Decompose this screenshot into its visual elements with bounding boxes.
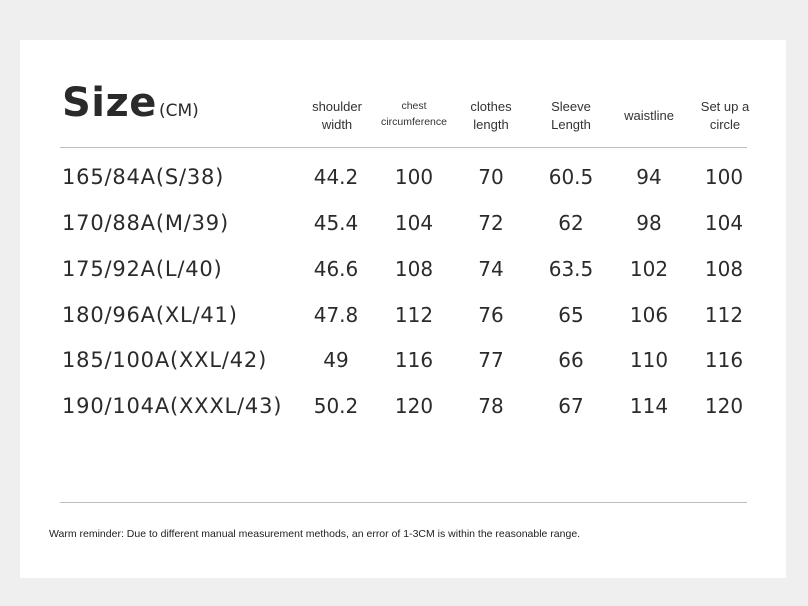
cell-chest: 116: [394, 348, 434, 372]
header-line: Set up a: [700, 99, 750, 114]
table-row: [20, 162, 786, 192]
table-row: [20, 300, 786, 330]
cell-circle: 116: [704, 348, 744, 372]
warm-reminder-note: Warm reminder: Due to different manual measurement methods, an error of 1-3CM is within the reasonable range.: [49, 528, 581, 540]
table-row: [20, 345, 786, 375]
header-line: width: [321, 117, 353, 132]
size-label: 190/104A(XXXL/43): [62, 394, 283, 418]
header-line: Length: [551, 117, 591, 132]
cell-shoulder-width: 44.2: [313, 165, 359, 189]
header-line: circle: [709, 117, 741, 132]
cell-clothes-length: 77: [478, 348, 504, 372]
cell-clothes-length: 76: [478, 303, 504, 327]
cell-circle: 112: [704, 303, 744, 327]
header-line: chest: [401, 100, 427, 112]
cell-shoulder-width: 45.4: [313, 211, 359, 235]
cell-sleeve-length: 66: [558, 348, 584, 372]
cell-sleeve-length: 67: [558, 394, 584, 418]
cell-circle: 120: [704, 394, 744, 418]
cell-shoulder-width: 50.2: [313, 394, 359, 418]
cell-chest: 112: [394, 303, 434, 327]
header-chest-circumference: [381, 98, 447, 130]
table-row: [20, 391, 786, 421]
cell-circle: 100: [704, 165, 744, 189]
cell-circle: 104: [704, 211, 744, 235]
cell-shoulder-width: 49: [323, 348, 349, 372]
cell-circle: 108: [704, 257, 744, 281]
size-label: 185/100A(XXL/42): [62, 348, 268, 372]
cell-sleeve-length: 65: [558, 303, 584, 327]
title-main: Size: [62, 80, 157, 126]
header-sleeve-length: [551, 98, 591, 134]
size-label: 175/92A(L/40): [62, 257, 223, 281]
cell-waistline: 106: [629, 303, 669, 327]
size-label: 170/88A(M/39): [62, 211, 229, 235]
header-line: shoulder: [312, 99, 362, 114]
size-chart-card: [20, 40, 786, 578]
size-label: 165/84A(S/38): [62, 165, 225, 189]
cell-waistline: 114: [629, 394, 669, 418]
table-row: [20, 208, 786, 238]
header-line: Sleeve: [551, 99, 591, 114]
cell-waistline: 98: [636, 211, 662, 235]
footer-divider: [60, 502, 747, 503]
cell-chest: 104: [394, 211, 434, 235]
header-divider: [60, 147, 747, 148]
cell-clothes-length: 72: [478, 211, 504, 235]
cell-sleeve-length: 60.5: [548, 165, 594, 189]
table-row: [20, 254, 786, 284]
header-clothes-length: [470, 98, 511, 134]
size-chart-title: [62, 80, 199, 126]
header-set-up-a-circle: [701, 98, 749, 134]
cell-waistline: 110: [629, 348, 669, 372]
cell-shoulder-width: 46.6: [313, 257, 359, 281]
cell-clothes-length: 70: [478, 165, 504, 189]
header-line: clothes: [470, 99, 512, 114]
header-line: waistline: [624, 108, 674, 123]
cell-waistline: 102: [629, 257, 669, 281]
cell-sleeve-length: 62: [558, 211, 584, 235]
header-line: length: [473, 117, 509, 132]
size-label: 180/96A(XL/41): [62, 303, 238, 327]
cell-clothes-length: 78: [478, 394, 504, 418]
cell-clothes-length: 74: [478, 257, 504, 281]
cell-sleeve-length: 63.5: [548, 257, 594, 281]
header-line: circumference: [381, 116, 447, 128]
cell-shoulder-width: 47.8: [313, 303, 359, 327]
cell-chest: 100: [394, 165, 434, 189]
cell-chest: 108: [394, 257, 434, 281]
cell-chest: 120: [394, 394, 434, 418]
header-waistline: [624, 107, 674, 125]
cell-waistline: 94: [636, 165, 662, 189]
title-unit: (CM): [158, 101, 199, 121]
header-shoulder-width: [312, 98, 362, 134]
